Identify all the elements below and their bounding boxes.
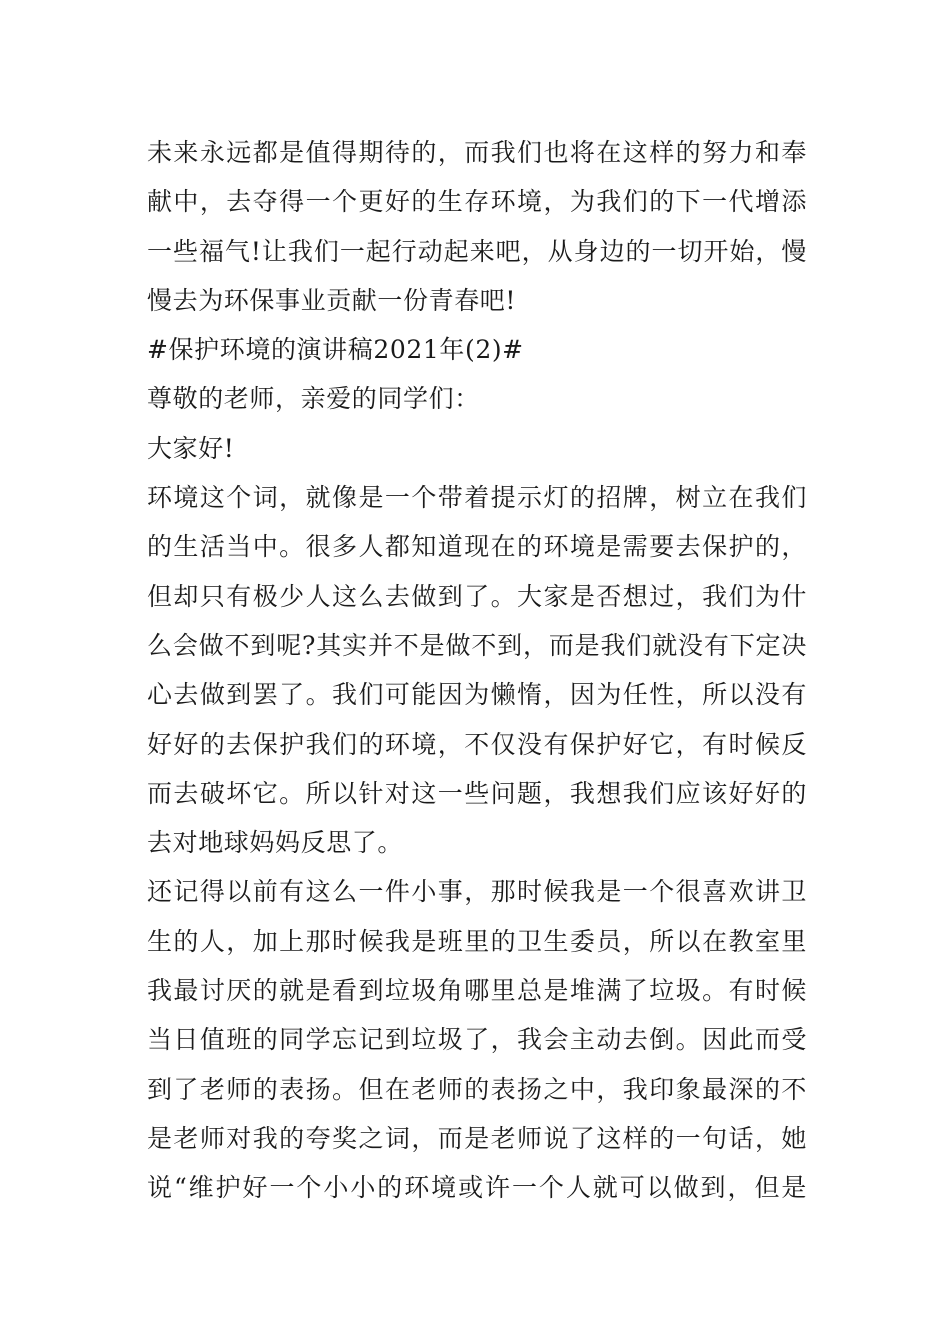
paragraph-line: 到了老师的表扬。但在老师的表扬之中，我印象最深的不 xyxy=(147,1074,807,1104)
paragraph-line: 说“维护好一个小小的环境或许一个人就可以做到，但是 xyxy=(147,1173,807,1203)
salutation: 尊敬的老师，亲爱的同学们： xyxy=(147,384,480,414)
paragraph-line: 还记得以前有这么一件小事，那时候我是一个很喜欢讲卫 xyxy=(147,877,807,907)
paragraph-line: 么会做不到呢?其实并不是做不到，而是我们就没有下定决 xyxy=(147,630,807,660)
paragraph-line: 我最讨厌的就是看到垃圾角哪里总是堆满了垃圾。有时候 xyxy=(147,976,807,1006)
paragraph-line: 心去做到罢了。我们可能因为懒惰，因为任性，所以没有 xyxy=(147,680,807,710)
paragraph-line: 当日值班的同学忘记到垃圾了，我会主动去倒。因此而受 xyxy=(147,1025,807,1055)
paragraph-line: 去对地球妈妈反思了。 xyxy=(147,828,404,858)
paragraph-line: 环境这个词，就像是一个带着提示灯的招牌，树立在我们 xyxy=(147,483,807,513)
paragraph-line: 献中，去夺得一个更好的生存环境，为我们的下一代增添 xyxy=(147,187,807,217)
paragraph-line: 生的人，加上那时候我是班里的卫生委员，所以在教室里 xyxy=(147,926,807,956)
speech-title: #保护环境的演讲稿2021年(2)# xyxy=(147,335,524,365)
paragraph-line: 一些福气!让我们一起行动起来吧，从身边的一切开始，慢 xyxy=(147,236,807,266)
paragraph-line: 的生活当中。很多人都知道现在的环境是需要去保护的， xyxy=(147,532,807,562)
paragraph-line: 而去破坏它。所以针对这一些问题，我想我们应该好好的 xyxy=(147,778,807,808)
greeting: 大家好! xyxy=(147,433,235,463)
paragraph-line: 未来永远都是值得期待的，而我们也将在这样的努力和奉 xyxy=(147,138,807,167)
paragraph-line: 是老师对我的夸奖之词，而是老师说了这样的一句话，她 xyxy=(147,1123,807,1153)
speech-body-text xyxy=(147,128,807,1213)
paragraph-line: 但却只有极少人这么去做到了。大家是否想过，我们为什 xyxy=(147,581,807,611)
paragraph-line: 慢去为环保事业贡献一份青春吧! xyxy=(147,285,517,315)
paragraph-line: 好好的去保护我们的环境，不仅没有保护好它，有时候反 xyxy=(147,729,807,759)
